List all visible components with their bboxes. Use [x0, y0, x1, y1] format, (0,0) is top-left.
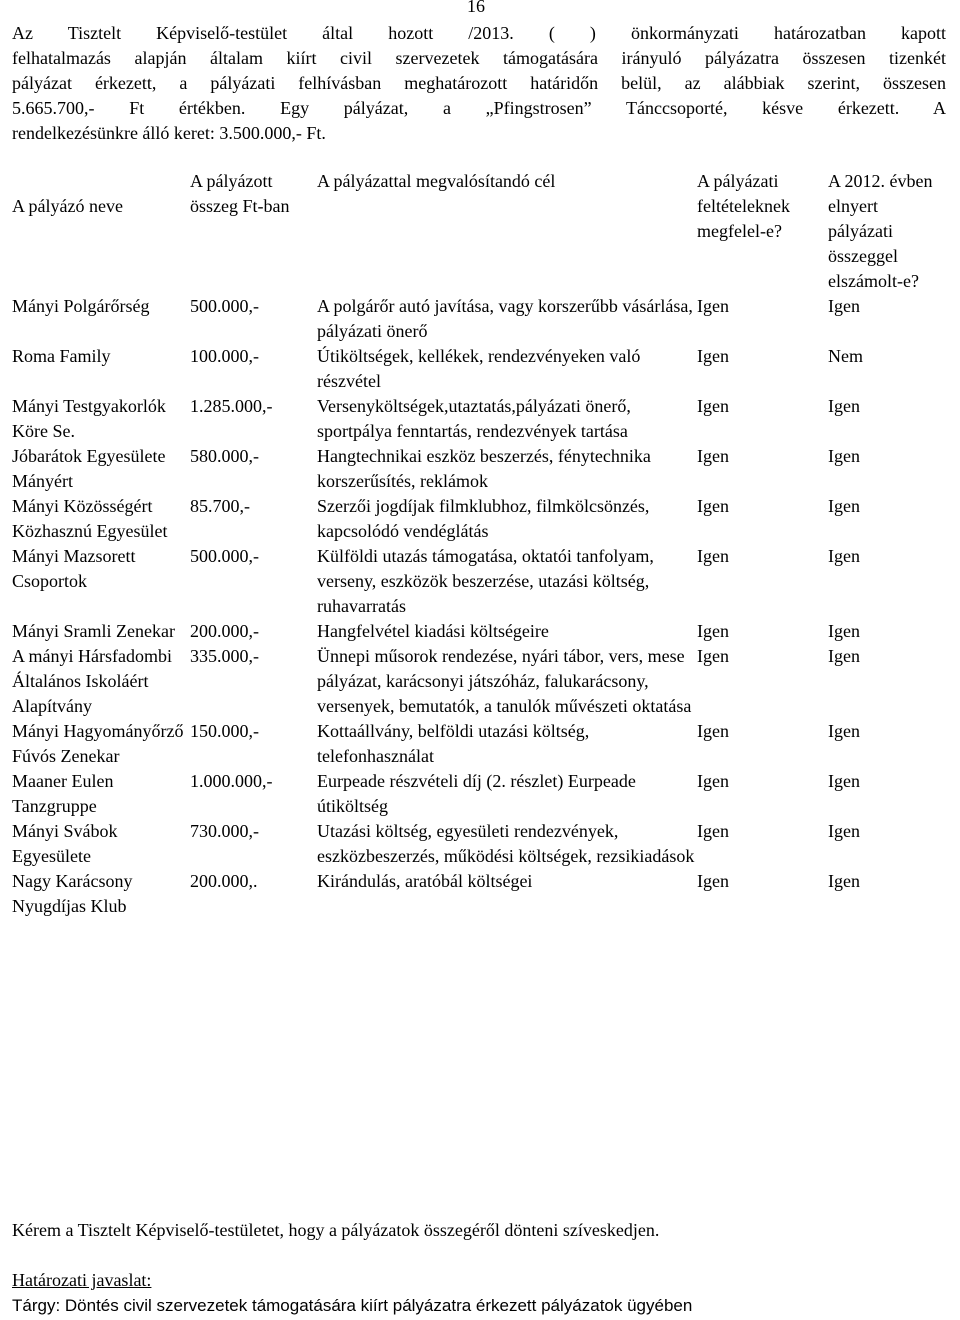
table-row	[12, 769, 942, 819]
cell-applicant: Mányi Testgyakorlók Köre Se.	[12, 396, 166, 441]
intro-line: rendelkezésünkre álló keret: 3.500.000,- Ft.	[12, 123, 326, 143]
cell-goal: Versenyköltségek,utaztatás,pályázati önerő, sportpálya fenntartás, rendezvények tartása	[317, 396, 631, 441]
table-row	[12, 344, 942, 394]
cell-applicant: Nagy Karácsony Nyugdíjas Klub	[12, 871, 133, 916]
cell-settled: Igen	[828, 871, 860, 891]
cell-goal: Szerzői jogdíjak filmklubhoz, filmkölcsönzés, kapcsolódó vendéglátás	[317, 496, 650, 541]
cell-amount: 335.000,-	[190, 646, 259, 666]
cell-applicant: Mányi Svábok Egyesülete	[12, 821, 118, 866]
cell-eligible: Igen	[697, 546, 729, 566]
cell-applicant: A mányi Hársfadombi Általános Iskoláért Alapítvány	[12, 646, 172, 716]
cell-settled: Igen	[828, 621, 860, 641]
cell-applicant: Mányi Hagyományőrző Fúvós Zenekar	[12, 721, 184, 766]
cell-eligible: Igen	[697, 721, 729, 741]
header-applicant: A pályázó neve	[12, 196, 123, 216]
cell-amount: 150.000,-	[190, 721, 259, 741]
cell-settled: Igen	[828, 496, 860, 516]
cell-amount: 1.285.000,-	[190, 396, 273, 416]
cell-amount: 85.700,-	[190, 496, 250, 516]
cell-applicant: Mányi Sramli Zenekar	[12, 621, 175, 641]
intro-line: Az Tisztelt Képviselő-testület által hozott /2013. ( ) önkormányzati határozatban kapott	[12, 23, 946, 43]
header-amount: A pályázott összeg Ft-ban	[190, 171, 290, 216]
table-row	[12, 394, 942, 444]
table-row	[12, 644, 942, 719]
cell-amount: 500.000,-	[190, 296, 259, 316]
cell-applicant: Maaner Eulen Tanzgruppe	[12, 771, 114, 816]
cell-goal: Külföldi utazás támogatása, oktatói tanfolyam, verseny, eszközök beszerzése, utazási költség, ruhavarratás	[317, 546, 654, 616]
cell-settled: Igen	[828, 546, 860, 566]
cell-goal: Hangfelvétel kiadási költségeire	[317, 621, 549, 641]
cell-goal: Ünnepi műsorok rendezése, nyári tábor, vers, mese pályázat, karácsonyi játszóház, falukarácsony, versenyek, bemutatók, a tanulók művészeti oktatása	[317, 646, 692, 716]
cell-eligible: Igen	[697, 396, 729, 416]
cell-goal: Eurpeade részvételi díj (2. részlet) Eurpeade útiköltség	[317, 771, 636, 816]
resolution-proposal-label: Határozati javaslat:	[12, 1270, 152, 1290]
cell-amount: 100.000,-	[190, 346, 259, 366]
cell-goal: Utazási költség, egyesületi rendezvények, eszközbeszerzés, működési költségek, rezsikiadások	[317, 821, 695, 866]
cell-amount: 200.000,-	[190, 621, 259, 641]
cell-amount: 730.000,-	[190, 821, 259, 841]
cell-amount: 500.000,-	[190, 546, 259, 566]
cell-eligible: Igen	[697, 621, 729, 641]
cell-goal: Útiköltségek, kellékek, rendezvényeken való részvétel	[317, 346, 641, 391]
cell-settled: Igen	[828, 396, 860, 416]
cell-eligible: Igen	[697, 646, 729, 666]
table-header-row	[12, 169, 942, 294]
cell-goal: A polgárőr autó javítása, vagy korszerűbb vásárlása, pályázati önerő	[317, 296, 693, 341]
cell-settled: Igen	[828, 646, 860, 666]
cell-settled: Nem	[828, 346, 863, 366]
cell-eligible: Igen	[697, 346, 729, 366]
cell-settled: Igen	[828, 721, 860, 741]
cell-settled: Igen	[828, 446, 860, 466]
table-row	[12, 494, 942, 544]
header-settled: A 2012. évben elnyert pályázati összeggel elszámolt-e?	[828, 171, 933, 291]
cell-goal: Kottaállvány, belföldi utazási költség, telefonhasználat	[317, 721, 590, 766]
intro-line: 5.665.700,- Ft értékben. Egy pályázat, a „Pfingstrosen” Tánccsoporté, késve érkezett. A	[12, 98, 946, 118]
cell-eligible: Igen	[697, 871, 729, 891]
cell-applicant: Jóbarátok Egyesülete Mányért	[12, 446, 166, 491]
table-row	[12, 869, 942, 919]
cell-eligible: Igen	[697, 446, 729, 466]
cell-applicant: Mányi Polgárőrség	[12, 296, 150, 316]
cell-eligible: Igen	[697, 821, 729, 841]
cell-settled: Igen	[828, 821, 860, 841]
cell-settled: Igen	[828, 771, 860, 791]
cell-amount: 580.000,-	[190, 446, 259, 466]
grants-table	[12, 169, 942, 919]
table-row	[12, 619, 942, 644]
closing-request: Kérem a Tisztelt Képviselő-testületet, hogy a pályázatok összegéről dönteni szíveskedjen.	[12, 1220, 660, 1240]
resolution-subject: Tárgy: Döntés civil szervezetek támogatására kiírt pályázatra érkezett pályázatok ügyében	[12, 1296, 693, 1315]
page-number: 16	[467, 0, 485, 16]
intro-line: felhatalmazás alapján általam kiírt civil szervezetek támogatására irányuló pályázatra összesen tizenkét	[12, 48, 946, 68]
header-eligible: A pályázati feltételeknek megfelel-e?	[697, 171, 790, 241]
table-row	[12, 719, 942, 769]
intro-paragraph	[12, 21, 946, 146]
intro-line: pályázat érkezett, a pályázati felhívásban meghatározott határidőn belül, az alábbiak szerint, összesen	[12, 73, 946, 93]
cell-amount: 200.000,.	[190, 871, 258, 891]
cell-applicant: Roma Family	[12, 346, 111, 366]
cell-eligible: Igen	[697, 296, 729, 316]
cell-applicant: Mányi Közösségért Közhasznú Egyesület	[12, 496, 168, 541]
header-goal: A pályázattal megvalósítandó cél	[317, 171, 556, 191]
table-row	[12, 294, 942, 344]
cell-amount: 1.000.000,-	[190, 771, 273, 791]
cell-goal: Kirándulás, aratóbál költségei	[317, 871, 533, 891]
table-row	[12, 544, 942, 619]
cell-settled: Igen	[828, 296, 860, 316]
cell-eligible: Igen	[697, 496, 729, 516]
cell-goal: Hangtechnikai eszköz beszerzés, fénytechnika korszerűsítés, reklámok	[317, 446, 651, 491]
table-row	[12, 444, 942, 494]
table-row	[12, 819, 942, 869]
cell-applicant: Mányi Mazsorett Csoportok	[12, 546, 136, 591]
cell-eligible: Igen	[697, 771, 729, 791]
